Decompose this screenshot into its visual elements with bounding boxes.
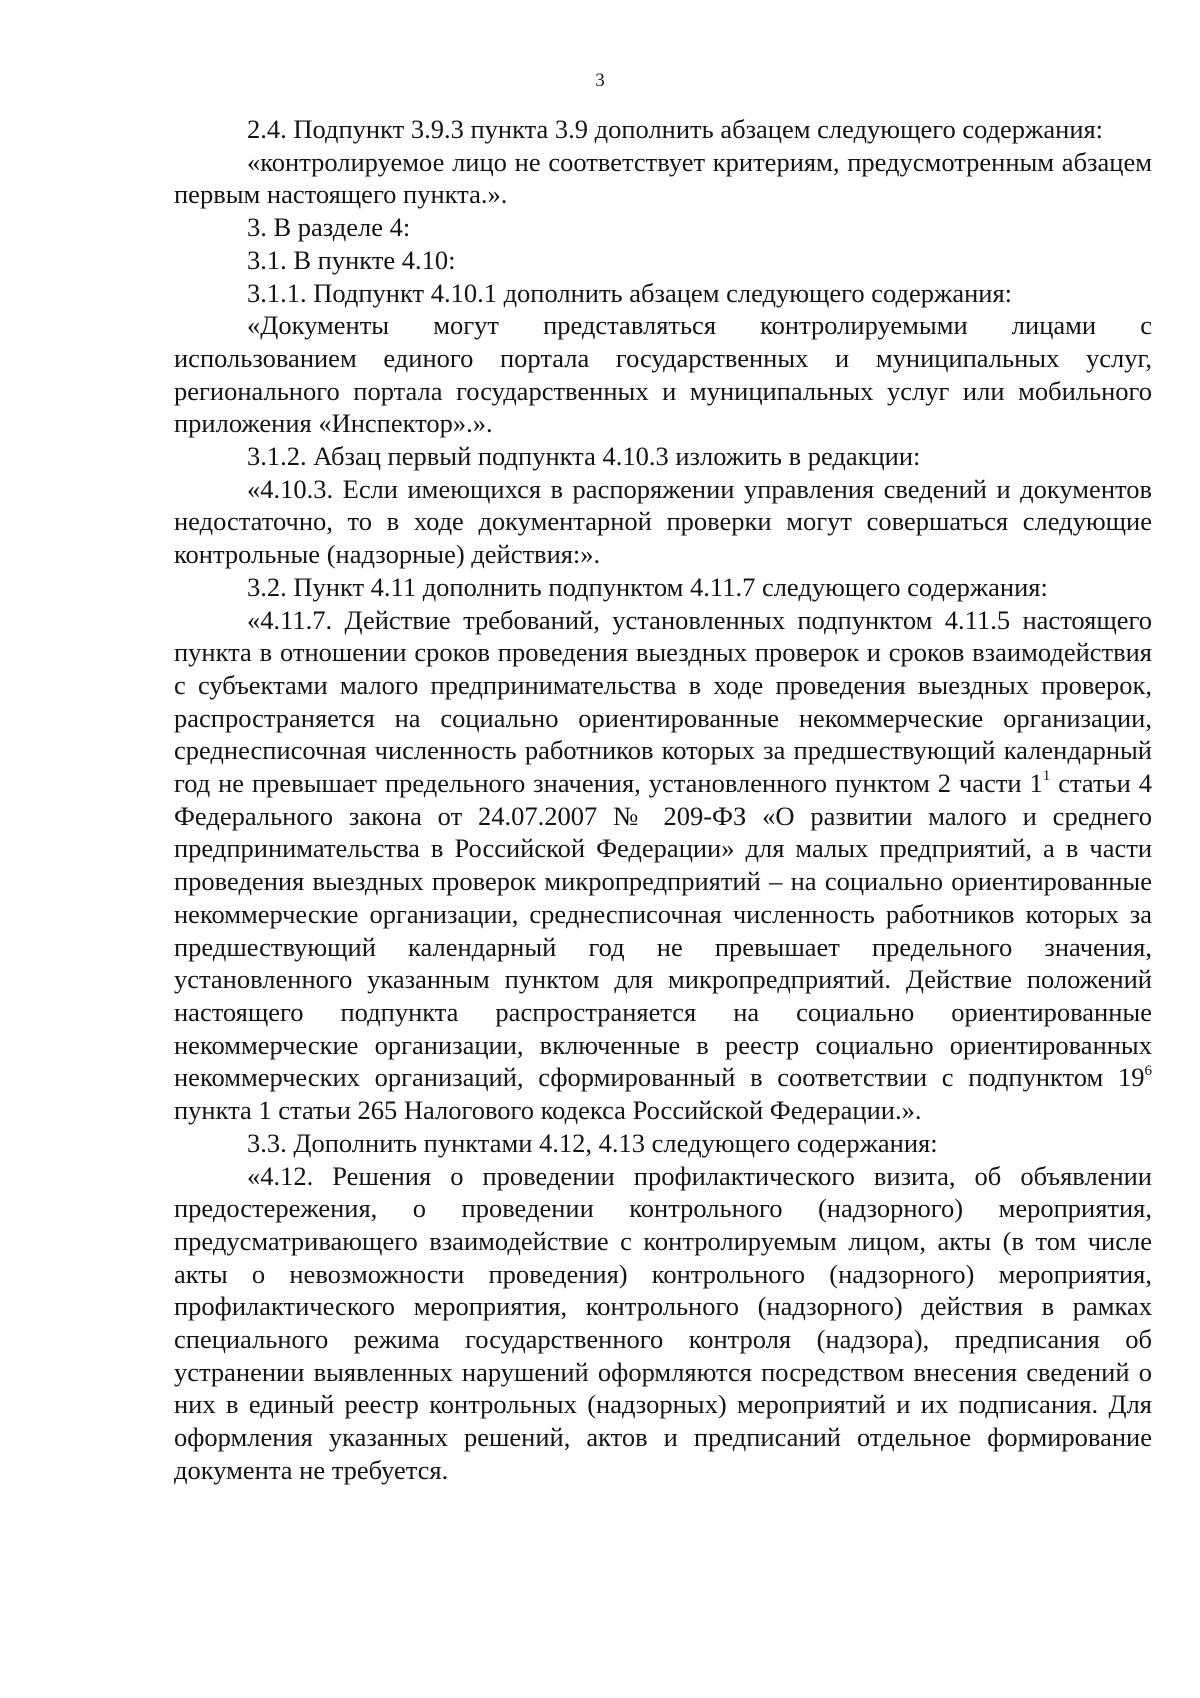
superscript-1: 1 [1042, 768, 1051, 785]
document-body [174, 113, 1152, 1487]
paragraph-3-1: 3.1. В пункте 4.10: [247, 244, 456, 275]
paragraph-quote-4-12: «4.12. Решения о проведении профилактического визита, об объявлении предостережения, о проведении контрольного (надзорного) мероприятия, предусматривающего взаимодействие с контролируемым лицом, акты (в том числе акты о невозможности проведения) контрольного (надзорного) мероприятия, профилактического мероприятия, контрольного (надзорного) действия в рамках специального режима государственного контроля (надзора), предписания об устранении выявленных нарушений оформляются посредством внесения сведений о них в единый реестр контрольных (надзорных) мероприятий и их подписания. Для оформления указанных решений, актов и предписаний отдельное формирование документа не требуется. [174, 1160, 1152, 1485]
paragraph-2-4: 2.4. Подпункт 3.9.3 пункта 3.9 дополнить абзацем следующего содержания: [247, 114, 1104, 144]
superscript-6: 6 [1144, 1062, 1152, 1079]
paragraph-3-2: 3.2. Пункт 4.11 дополнить подпунктом 4.11.7 следующего содержания: [247, 571, 1048, 602]
paragraph-4-11-7-part3: пункта 1 статьи 265 Налогового кодекса Российской Федерации.». [174, 1095, 922, 1126]
page-number: 3 [595, 70, 605, 91]
paragraph-4-11-7-part1: «4.11.7. Действие требований, установленных подпунктом 4.11.5 настоящего пункта в отношении сроков проведения выездных проверок и сроков взаимодействия с субъектами малого предпринимательства в ходе проведения выездных проверок, распространяется на социально ориентированные некоммерческие организации, среднесписочная численность работников которых за предшествующий календарный год не превышает предельного значения, установленного пунктом 2 части 1 [174, 604, 1152, 799]
paragraph-quote-criteria: «контролируемое лицо не соответствует критериям, предусмотренным абзацем первым настоящего пункта.». [174, 146, 1152, 210]
paragraph-3-3: 3.3. Дополнить пунктами 4.12, 4.13 следующего содержания: [247, 1127, 938, 1158]
paragraph-quote-4-11-7 [174, 604, 1152, 1127]
paragraph-3-1-2: 3.1.2. Абзац первый подпункта 4.10.3 изложить в редакции: [247, 441, 921, 472]
paragraph-quote-4-10-3: «4.10.3. Если имеющихся в распоряжении управления сведений и документов недостаточно, то в ходе документарной проверки могут совершаться следующие контрольные (надзорные) действия:». [174, 473, 1152, 570]
paragraph-3-1-1: 3.1.1. Подпункт 4.10.1 дополнить абзацем следующего содержания: [247, 277, 1012, 308]
paragraph-quote-documents: «Документы могут представляться контролируемыми лицами с использованием единого портала государственных и муниципальных услуг, регионального портала государственных и муниципальных услуг или мобильного приложения «Инспектор».». [174, 310, 1152, 439]
paragraph-4-11-7-part2: статьи 4 Федерального закона от 24.07.2007 № 209-ФЗ «О развитии малого и среднего предпринимательства в Российской Федерации» для малых предприятий, а в части проведения выездных проверок микропредприятий – на социально ориентированные некоммерческие организации, среднесписочная численность работников которых за предшествующий календарный год не превышает предельного значения, установленного указанным пунктом для микропредприятий. Действие положений настоящего подпункта распространяется на социально ориентированные некоммерческие организации, включенные в реестр социально ориентированных некоммерческих организаций, сформированный в соответствии с подпунктом 19 [174, 768, 1152, 1093]
paragraph-3: 3. В разделе 4: [247, 212, 411, 243]
